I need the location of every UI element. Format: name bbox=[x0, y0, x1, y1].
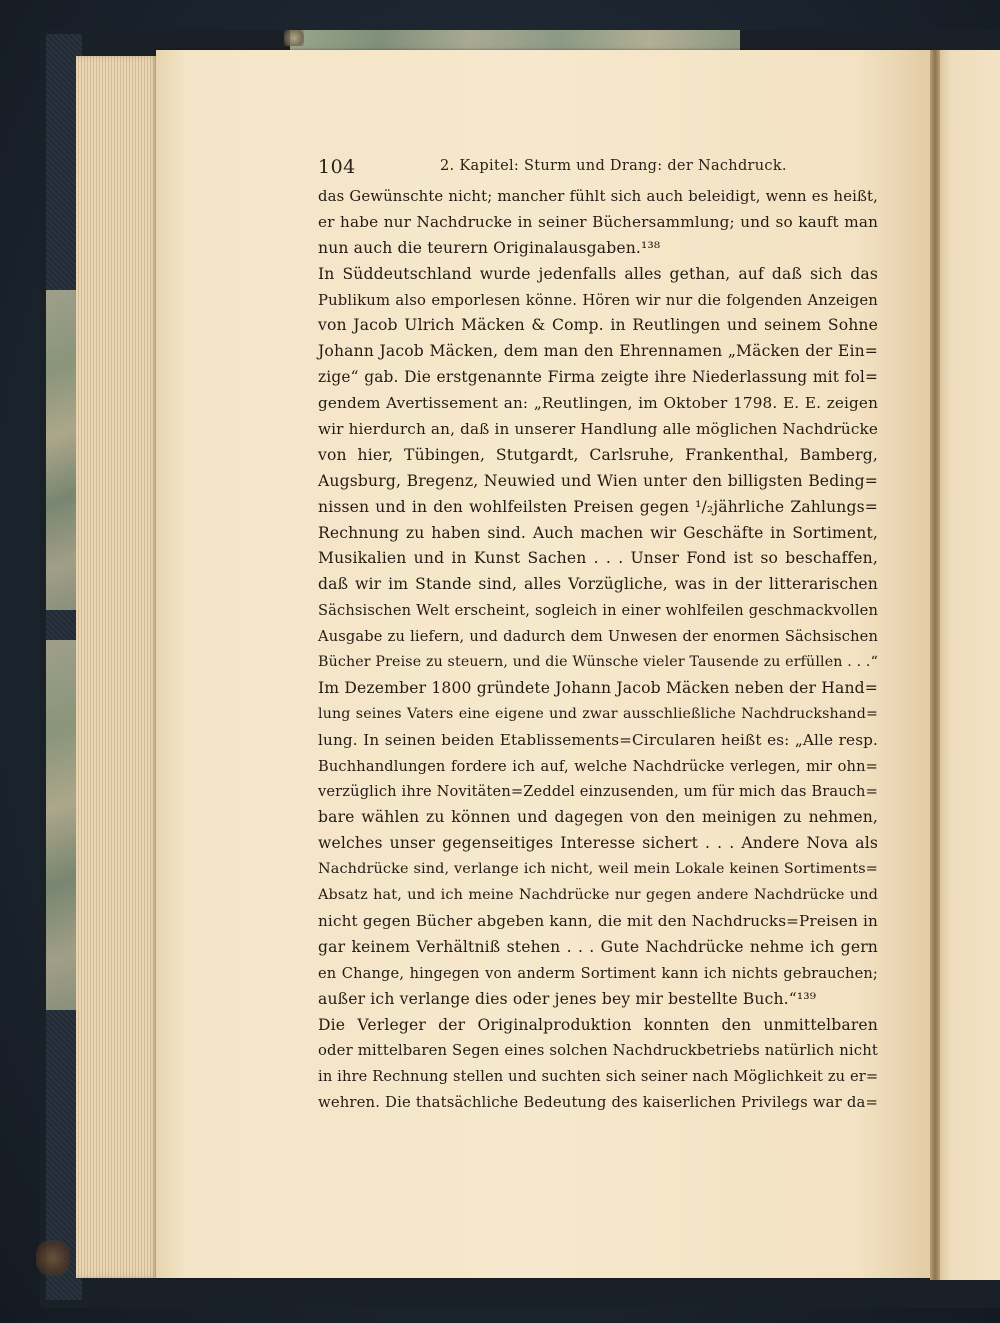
text-line: zige“ gab. Die erstgenannte Firma zeigte ihre Niederlassung mit fol= bbox=[318, 368, 878, 387]
text-line: en Change, hingegen von anderm Sortiment kann ich nichts gebrauchen; bbox=[318, 964, 878, 982]
text-line: bare wählen zu können und dagegen von den meinigen zu nehmen, bbox=[318, 808, 878, 827]
text-line: Publikum also emporlesen könne. Hören wir nur die folgenden Anzeigen bbox=[318, 291, 878, 309]
text-line: lung. In seinen beiden Etablissements=Circularen heißt es: „Alle resp. bbox=[318, 730, 878, 749]
text-line: Sächsischen Welt erscheint, sogleich in einer wohlfeilen geschmackvollen bbox=[318, 602, 878, 620]
text-line: Im Dezember 1800 gründete Johann Jacob Mäcken neben der Hand= bbox=[318, 678, 878, 697]
text-line: nicht gegen Bücher abgeben kann, die mit den Nachdrucks=Preisen in bbox=[318, 911, 878, 930]
text-line: wehren. Die thatsächliche Bedeutung des kaiserlichen Privilegs war da= bbox=[318, 1094, 878, 1112]
marbled-endpaper-top bbox=[290, 30, 740, 52]
text-line: Nachdrücke sind, verlange ich nicht, weil mein Lokale keinen Sortiments= bbox=[318, 861, 878, 878]
text-line: daß wir im Stande sind, alles Vorzügliche, was in der litterarischen bbox=[318, 575, 878, 594]
text-line: gendem Avertissement an: „Reutlingen, im Oktober 1798. E. E. zeigen bbox=[318, 394, 878, 413]
text-line: nissen und in den wohlfeilsten Preisen gegen ¹/₂jährliche Zahlungs= bbox=[318, 497, 878, 516]
page-header bbox=[318, 156, 878, 182]
text-line: gar keinem Verhältniß stehen . . . Gute Nachdrücke nehme ich gern bbox=[318, 937, 878, 956]
text-line: von Jacob Ulrich Mäcken & Comp. in Reutlingen und seinem Sohne bbox=[318, 316, 878, 335]
body-text bbox=[318, 184, 878, 1116]
text-line: in ihre Rechnung stellen und suchten sich seiner nach Möglichkeit zu er= bbox=[318, 1068, 879, 1086]
text-line: welches unser gegenseitiges Interesse sichert . . . Andere Nova als bbox=[318, 834, 878, 853]
text-line: Musikalien und in Kunst Sachen . . . Unser Fond ist so beschaffen, bbox=[318, 549, 878, 568]
text-line: er habe nur Nachdrucke in seiner Büchersammlung; und so kauft man bbox=[318, 212, 878, 231]
text-line: Absatz hat, und ich meine Nachdrücke nur gegen andere Nachdrücke und bbox=[318, 887, 878, 904]
text-line: Rechnung zu haben sind. Auch machen wir Geschäfte in Sortiment, bbox=[318, 523, 878, 542]
page-edges bbox=[76, 56, 158, 1278]
text-line: Ausgabe zu liefern, und dadurch dem Unwesen der enormen Sächsischen bbox=[318, 628, 878, 646]
marbled-endpaper-left-lower bbox=[46, 640, 76, 1010]
text-line: Buchhandlungen fordere ich auf, welche Nachdrücke verlegen, mir ohn= bbox=[318, 757, 878, 775]
facing-page bbox=[938, 50, 1000, 1280]
marbled-endpaper-left-upper bbox=[46, 290, 76, 610]
text-line: lung seines Vaters eine eigene und zwar ausschließliche Nachdruckshand= bbox=[318, 705, 878, 722]
text-line: von hier, Tübingen, Stutgardt, Carlsruhe, Frankenthal, Bamberg, bbox=[318, 445, 878, 464]
page-number: 104 bbox=[318, 156, 356, 178]
text-line: In Süddeutschland wurde jedenfalls alles gethan, auf daß sich das bbox=[318, 264, 878, 283]
text-line: Augsburg, Bregenz, Neuwied und Wien unter den billigsten Beding= bbox=[318, 471, 878, 490]
text-line: Bücher Preise zu steuern, und die Wünsche vieler Tausende zu erfüllen . . .“ bbox=[318, 654, 878, 671]
page-gutter bbox=[930, 50, 940, 1280]
text-line: außer ich verlange dies oder jenes bey mir bestellte Buch.“¹³⁹ bbox=[318, 989, 817, 1008]
text-line: Die Verleger der Originalproduktion konnten den unmittelbaren bbox=[318, 1015, 878, 1034]
text-line: verzüglich ihre Novitäten=Zeddel einzusenden, um für mich das Brauch= bbox=[318, 783, 878, 801]
cover-wear-bottom bbox=[36, 1240, 70, 1276]
text-line: nun auch die teurern Originalausgaben.¹³⁸ bbox=[318, 238, 661, 257]
cover-wear-top bbox=[284, 30, 304, 46]
text-line: oder mittelbaren Segen eines solchen Nachdruckbetriebs natürlich nicht bbox=[318, 1042, 878, 1060]
text-line: wir hierdurch an, daß in unserer Handlung alle möglichen Nachdrücke bbox=[318, 420, 878, 439]
text-line: Johann Jacob Mäcken, dem man den Ehrennamen „Mäcken der Ein= bbox=[318, 342, 878, 361]
running-head: 2. Kapitel: Sturm und Drang: der Nachdruck. bbox=[440, 158, 787, 174]
text-line: das Gewünschte nicht; mancher fühlt sich auch beleidigt, wenn es heißt, bbox=[318, 188, 878, 205]
